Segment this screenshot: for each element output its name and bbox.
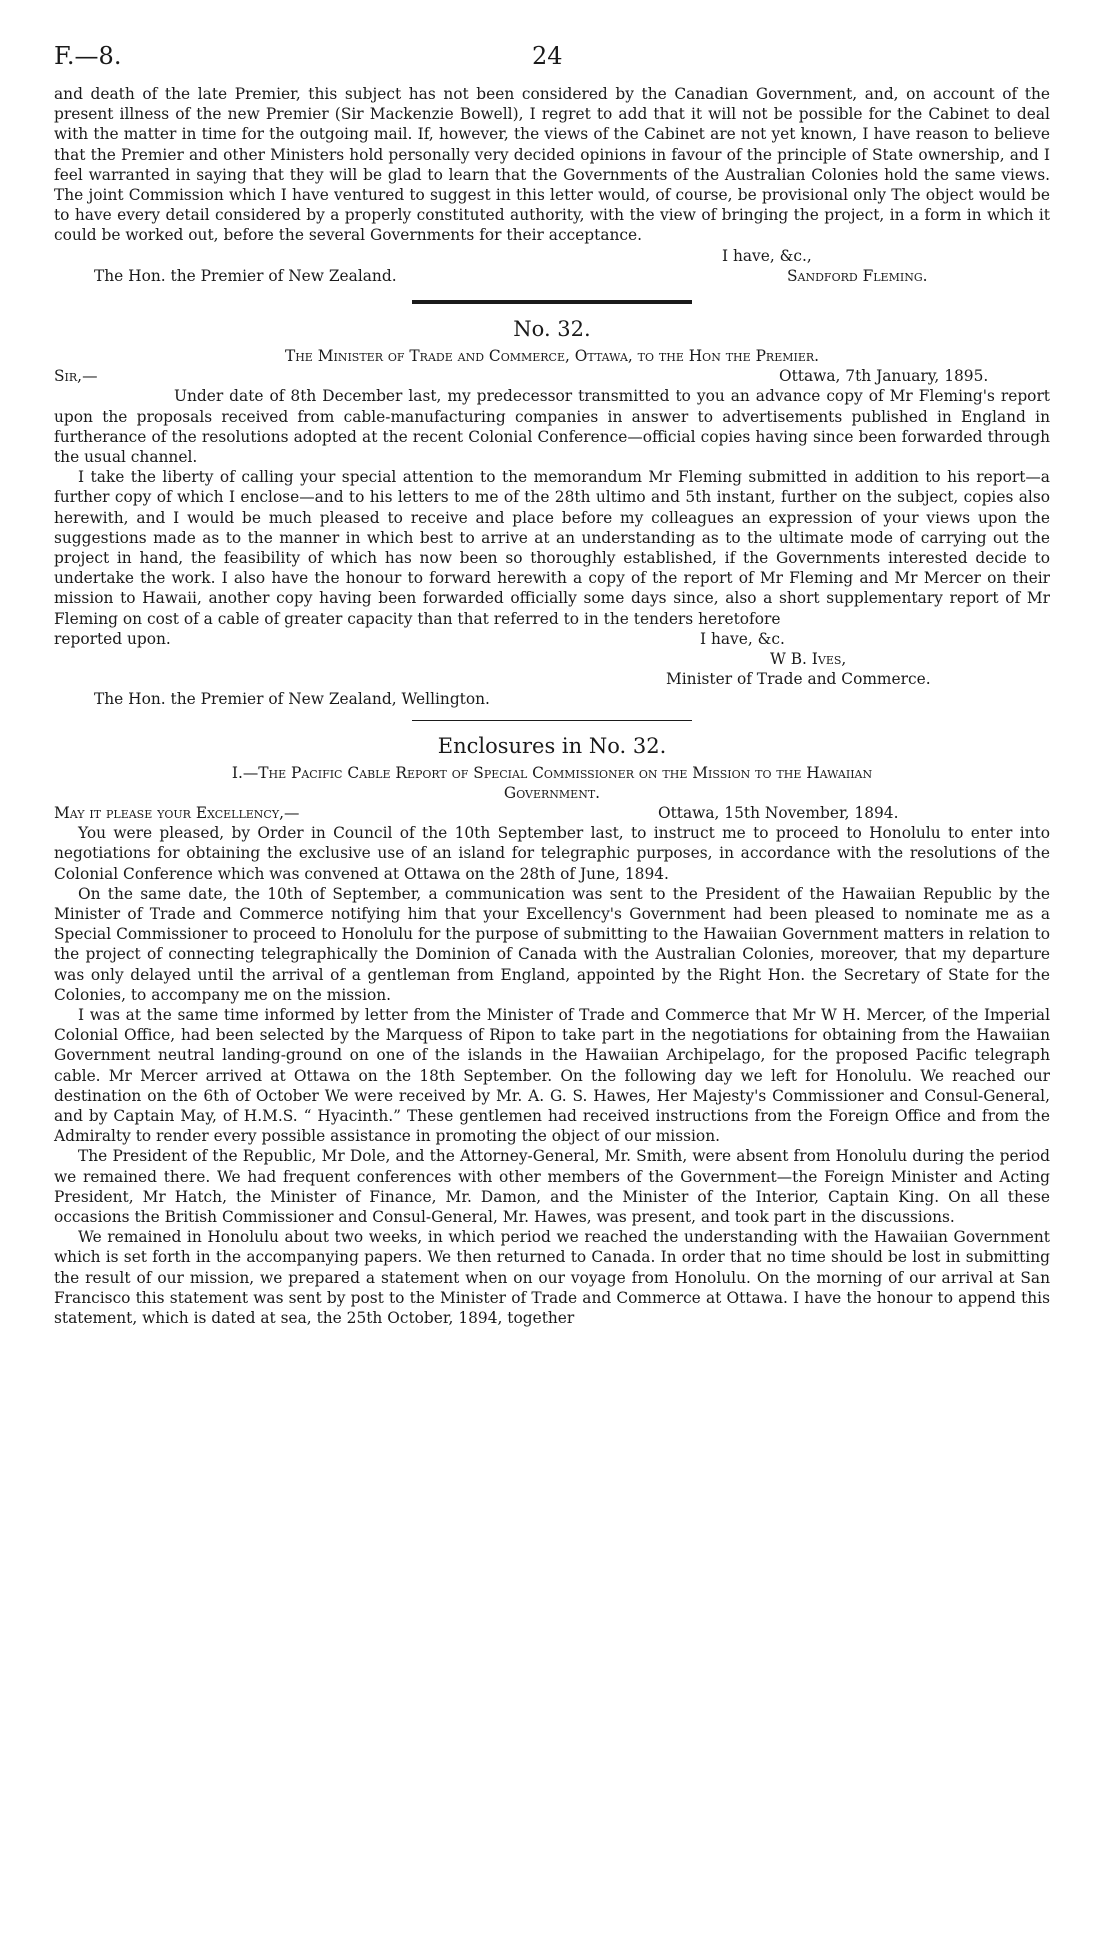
section-label: F.—8. bbox=[54, 42, 122, 70]
page-number: 24 bbox=[532, 42, 563, 70]
letter-title: No. 32. bbox=[513, 317, 591, 341]
enclosures-salutation-line bbox=[54, 803, 1050, 823]
letter-salutation-line bbox=[54, 366, 1050, 386]
letter-closing: I have, &c. bbox=[700, 629, 785, 648]
letter-dateline: Ottawa, 7th January, 1895. bbox=[779, 367, 989, 386]
letter-addressee: The Hon. the Premier of New Zealand, Wellington. bbox=[94, 690, 490, 709]
letter-subtitle: The Minister of Trade and Commerce, Ottawa, to the Hon the Premier. bbox=[284, 347, 820, 365]
document-page bbox=[54, 36, 1050, 1328]
letter-signer-line bbox=[54, 649, 1050, 669]
section-divider-thick bbox=[412, 300, 692, 304]
intro-address-line bbox=[54, 266, 1050, 286]
enclosure-paragraph: You were pleased, by Order in Council of the 10th September last, to instruct me to proceed to Honolulu to enter into negotiations for obtaining the exclusive use of an island for telegraphic purposes, in accordance with the resolutions of the Colonial Conference which was convened at Ottawa on the 28th of June, 1894. bbox=[54, 824, 1050, 883]
running-header bbox=[54, 36, 1050, 84]
letter-signer: W B. Ives, bbox=[770, 650, 847, 669]
intro-closing: I have, &c., bbox=[722, 246, 812, 265]
enclosures-subtitle-2: Government. bbox=[503, 783, 601, 802]
intro-addressee: The Hon. the Premier of New Zealand. bbox=[94, 266, 397, 285]
letter-closing-line bbox=[54, 629, 1050, 649]
intro-signature: Sandford Fleming. bbox=[787, 266, 928, 285]
enclosures-subtitle-1: I.—The Pacific Cable Report of Special Commissioner on the Mission to the Hawaiian bbox=[231, 763, 873, 782]
enclosure-paragraph: The President of the Republic, Mr Dole, and the Attorney-General, Mr. Smith, were absent from Honolulu during the period we remained there. We had frequent conferences with other members of the Government—the Foreign Minister and Acting President, Mr Hatch, the Minister of Finance, Mr. Damon, and the Minister of the Interior, Captain King. On all these occasions the British Commissioner and Consul-General, Mr. Hawes, was present, and took part in the discussions. bbox=[54, 1147, 1050, 1227]
section-divider-thin bbox=[412, 720, 692, 721]
letter-signer-title: Minister of Trade and Commerce. bbox=[666, 670, 931, 689]
letter-signer-title-line bbox=[54, 669, 1050, 689]
letter-address-line bbox=[54, 689, 1050, 709]
enclosure-paragraph: We remained in Honolulu about two weeks, in which period we reached the understanding with the Hawaiian Government which is set forth in the accompanying papers. We then returned to Canada. In order that no time should be lost in submitting the result of our mission, we prepared a statement when on our voyage from Honolulu. On the morning of our arrival at San Francisco this statement was sent by post to the Minister of Trade and Commerce at Ottawa. I have the honour to append this statement, which is dated at sea, the 25th October, 1894, together bbox=[54, 1228, 1050, 1328]
letter-paragraph-1: Under date of 8th December last, my predecessor transmitted to you an advance copy of Mr Fleming's report upon the proposals received from cable-manufacturing companies in answer to advertisements published in England in furtherance of the resolutions adopted at the recent Colonial Conference—official copies having since been forwarded through the usual channel. bbox=[54, 387, 1050, 466]
intro-paragraph: and death of the late Premier, this subject has not been considered by the Canadian Government, and, on account of the present illness of the new Premier (Sir Mackenzie Bowell), I regret to add that it will not be possible for the Cabinet to deal with the matter in time for the outgoing mail. If, however, the views of the Cabinet are not yet known, I have reason to believe that the Premier and other Ministers hold personally very decided opinions in favour of the principle of State ownership, and I feel warranted in saying that they will be glad to learn that the Governments of the Australian Colonies hold the same views. The joint Commission which I have ventured to suggest in this letter would, of course, be provisional only The object would be to have every detail considered by a properly constituted authority, with the view of bringing the project, in a form in which it could be worked out, before the several Governments for their acceptance. bbox=[54, 85, 1050, 245]
letter-salutation: Sir,— bbox=[54, 367, 98, 386]
enclosure-paragraph: I was at the same time informed by letter from the Minister of Trade and Commerce that Mr W H. Mercer, of the Imperial Colonial Office, had been selected by the Marquess of Ripon to take part in the negotiations for obtaining from the Hawaiian Government neutral landing-ground on one of the islands in the Hawaiian Archipelago, for the proposed Pacific telegraph cable. Mr Mercer arrived at Ottawa on the 18th September. On the following day we left for Honolulu. We reached our destination on the 6th of October We were received by Mr. A. G. S. Hawes, Her Majesty's Commissioner and Consul-General, and by Captain May, of H.M.S. “ Hyacinth.” These gentlemen had received instructions from the Foreign Office and from the Admiralty to render every possible assistance in promoting the object of our mission. bbox=[54, 1006, 1050, 1146]
enclosures-dateline: Ottawa, 15th November, 1894. bbox=[658, 803, 899, 822]
letter-paragraph-2: I take the liberty of calling your special attention to the memorandum Mr Fleming submitted in addition to his report—a further copy of which I enclose—and to his letters to me of the 28th ultimo and 5th instant, further on the subject, copies also herewith, and I would be much pleased to receive and place before my colleagues an expression of your views upon the suggestions made as to the manner in which best to arrive at an understanding as to the ultimate mode of carrying out the project in hand, the feasibility of which has now been so thoroughly established, if the Governments interested decide to undertake the work. I also have the honour to forward herewith a copy of the report of Mr Fleming and Mr Mercer on their mission to Hawaii, another copy having been forwarded officially some days since, also a short supplementary report of Mr Fleming on cost of a cable of greater capacity than that referred to in the tenders heretofore bbox=[54, 468, 1050, 628]
enclosure-paragraph: On the same date, the 10th of September, a communication was sent to the President of the Hawaiian Republic by the Minister of Trade and Commerce notifying him that your Excellency's Government had been pleased to nominate me as a Special Commissioner to proceed to Honolulu for the purpose of submitting to the Hawaiian Government matters in relation to the project of connecting telegraphically the Dominion of Canada with the Australian Colonies, moreover, that my departure was only delayed until the arrival of a gentleman from England, appointed by the Right Hon. the Secretary of State for the Colonies, to accompany me on the mission. bbox=[54, 884, 1050, 1004]
enclosures-title: Enclosures in No. 32. bbox=[437, 733, 667, 758]
intro-closing-line bbox=[54, 246, 1050, 266]
letter-last-line: reported upon. bbox=[54, 629, 171, 648]
enclosures-salutation: May it please your Excellency,— bbox=[54, 803, 300, 822]
